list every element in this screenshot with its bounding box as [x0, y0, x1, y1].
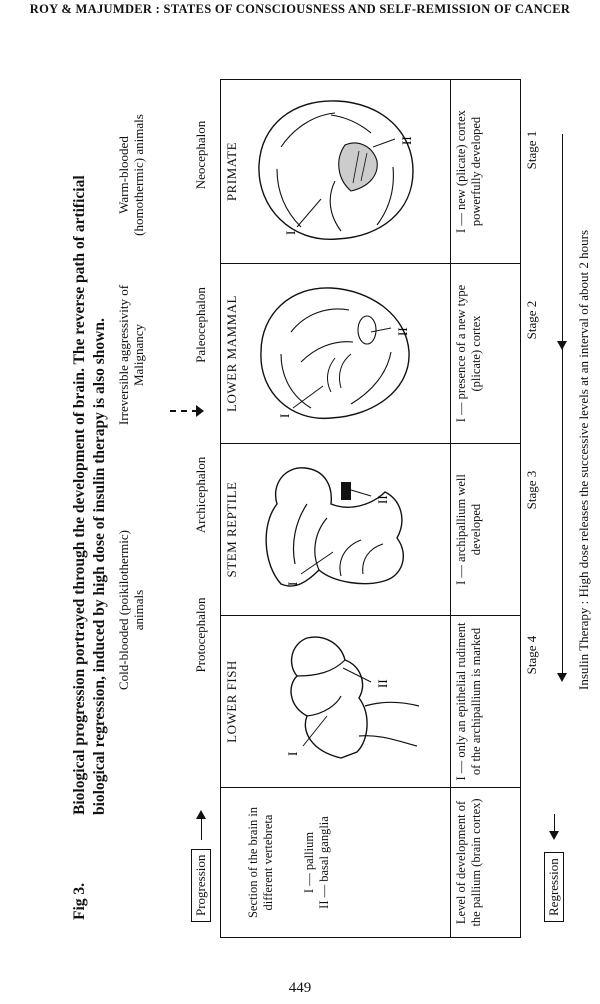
- stage-arrow-head-mid: [557, 341, 567, 350]
- mammal-label-ii: II: [395, 327, 410, 337]
- stage-regression-arrow: [562, 134, 563, 674]
- level-fish: I — only an epithelial rudiment of the archipallium is marked: [451, 616, 521, 788]
- level-reptile: I — archipallium well developed: [451, 444, 521, 616]
- fish-label-i: I: [285, 752, 300, 757]
- caption-line-1: Biological progression portrayed through the development of brain. The reverse path of artificial: [71, 175, 88, 815]
- mammal-cell: [221, 264, 451, 444]
- figure-label: Fig 3.: [71, 882, 88, 920]
- legend-pallium: I — pallium: [302, 831, 316, 894]
- animal-label-1: LOWER FISH: [224, 660, 239, 743]
- level-row-header: Level of development of the pallium (brain cortex): [451, 788, 521, 938]
- caption-line-2: biological regression, induced by high dose of insulin therapy is also shown.: [91, 318, 108, 815]
- reptile-brain-sketch: [241, 455, 431, 605]
- stage-3: Stage 3: [524, 470, 539, 510]
- level-mammal: I — presence of a new type (plicate) cortex: [451, 264, 521, 444]
- cephalon-label-4: Neocephalon: [193, 120, 208, 190]
- warm-blooded-label: Warm-blooded (homothermic) animals: [116, 114, 146, 236]
- stage-arrow-head-left: [557, 673, 567, 682]
- legend-basal-ganglia: II — basal ganglia: [317, 816, 331, 909]
- fish-label-ii: II: [375, 679, 390, 689]
- animal-label-4: PRIMATE: [224, 141, 239, 202]
- running-head: ROY & MAJUMDER : STATES OF CONSCIOUSNESS AND SELF-REMISSION OF CANCER: [29, 2, 571, 16]
- page-number: 449: [288, 980, 312, 996]
- primate-label-i: I: [283, 231, 298, 236]
- primate-label-ii: II: [399, 136, 414, 146]
- insulin-therapy-note: Insulin Therapy : High dose releases the successive levels at an interval of about 2 hours: [576, 229, 591, 690]
- cephalon-label-2: Archicephalon: [193, 456, 208, 534]
- section-row: [221, 80, 451, 938]
- section-header-text: Section of the brain in different vertebreta: [246, 806, 275, 919]
- malignancy-arrow-head: [196, 405, 204, 417]
- regression-arrow: [554, 814, 555, 832]
- progression-arrow-head: [196, 810, 206, 819]
- cephalon-label-1: Protocephalon: [193, 597, 208, 673]
- reptile-cell: [221, 444, 451, 616]
- rotated-figure: [30, 70, 600, 950]
- irreversible-malignancy-label: Irreversible aggressivity of Malignancy: [116, 284, 146, 426]
- reptile-label-ii: II: [375, 495, 390, 505]
- animal-label-2: STEM REPTILE: [224, 481, 239, 578]
- progression-arrow: [201, 818, 202, 840]
- stage-4: Stage 4: [524, 635, 539, 675]
- reptile-label-i: I: [285, 582, 300, 587]
- mammal-label-i: I: [277, 414, 292, 419]
- regression-arrow-head: [549, 831, 559, 840]
- regression-box: Regression: [544, 852, 564, 922]
- stage-2: Stage 2: [524, 300, 539, 340]
- primate-brain-sketch: [241, 92, 431, 252]
- section-row-header: [221, 788, 451, 938]
- figure-caption: [70, 90, 110, 920]
- primate-cell: [221, 80, 451, 264]
- cold-blooded-label: Cold-blooded (poikilothermic) animals: [116, 530, 146, 690]
- fish-brain-sketch: [241, 627, 431, 777]
- level-row: [451, 80, 521, 938]
- brain-development-table: [220, 79, 521, 938]
- malignancy-dashed-arrow: [170, 410, 198, 412]
- level-primate: I — new (plicate) cortex powerfully developed: [451, 80, 521, 264]
- progression-box: Progression: [191, 849, 211, 922]
- cephalon-label-3: Paleocephalon: [193, 287, 208, 363]
- animal-label-3: LOWER MAMMAL: [224, 295, 239, 412]
- mammal-brain-sketch: [241, 275, 431, 433]
- fish-cell: [221, 616, 451, 788]
- stage-1: Stage 1: [524, 130, 539, 170]
